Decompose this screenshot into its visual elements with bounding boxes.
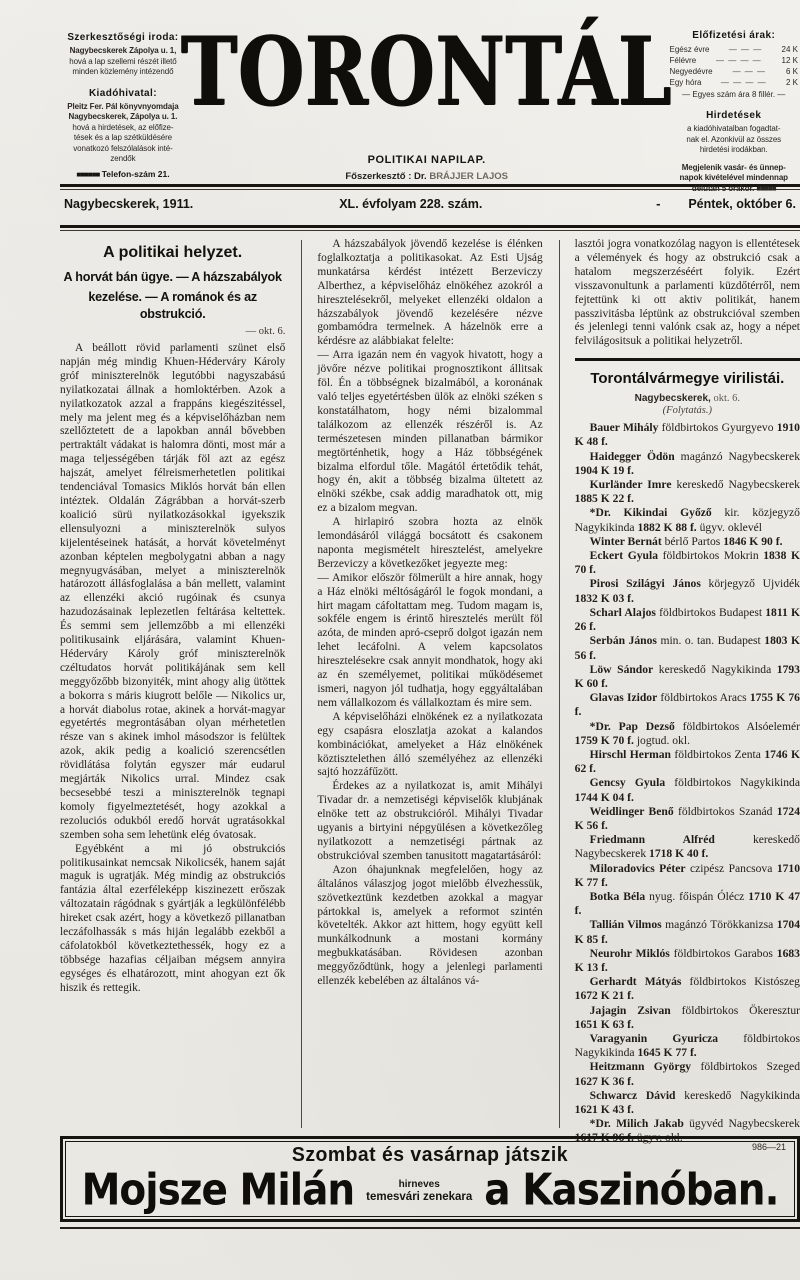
dateline-issue: XL. évfolyam 228. szám.	[339, 197, 483, 211]
middle-column-paragraph: Azon óhajunknak megfelelően, hogy az általános válaszjog jogot mielőbb élvezhessük, szövetkeztünk kezdetben azokkal a magyar pártokkal is, amelyek a reformot szintén követelték. Akkor azt hittem, hogy együtt kell munkálkodnunk a mostani kormány megbukkatásában. Rövidesen azonban meggyőződtünk, hogy a jelenlegi parlamenti ellenzék kebelében az általános vá-	[317, 863, 543, 988]
virilist-section-dateline	[575, 393, 800, 404]
publisher-office-heading: Kiadóhivatal:	[88, 87, 157, 99]
entry-name: *Dr. Milich Jakab	[589, 1117, 684, 1131]
price-value: 2 K	[785, 78, 798, 87]
entry-role: földbirtokos	[689, 975, 747, 989]
entry-role: földbirtokos	[662, 549, 720, 563]
dateline-place: Nagybecskerek, 1911.	[64, 197, 194, 211]
entry-town: Nagybecskerek	[728, 449, 800, 463]
newspaper-title: TORONTÁL	[181, 17, 673, 128]
column-one	[60, 238, 285, 1138]
entry-town: Nagykikinda	[711, 662, 772, 676]
entry-amount: 1838 K 70 f.	[574, 549, 800, 577]
price-leader: — — — —	[720, 78, 767, 87]
entry-name: Tallián Vilmos	[589, 918, 662, 932]
price-row	[667, 55, 800, 66]
masthead-prices-block	[667, 26, 800, 194]
right-column-continuation: lasztói jogra vonatkozólag nagyon is ellentétesek a vélemények és hogy az obstrukció csak a hatalom megszerzéséért folyik. Ezért visszavonultunk a parlamenti küzdőtérről, nem fejtettünk ki ott aktiv politikát, hanem passzivitásba léptünk az obstrukcióval szemben és jelenlegi tenni valónk csak az, hogy a népet felvilágositsuk a politikai helyzetről.	[574, 238, 800, 348]
entry-name: Löw Sándor	[589, 662, 654, 676]
entry-town: Szanád	[738, 804, 773, 818]
price-leader: — — —	[728, 45, 763, 54]
entry-extra: jogtud. okl.	[636, 733, 690, 747]
virilist-section-title: Torontálvármegye virilistái.	[590, 370, 785, 388]
entry-name: Hirschl Herman	[589, 747, 671, 761]
entry-town: Ujvidék	[762, 577, 800, 591]
entry-role: magánzó	[680, 449, 723, 463]
entry-amount: 1645 K 77 f.	[637, 1046, 697, 1060]
entry-name: Scharl Alajos	[589, 605, 656, 619]
price-value: 6 K	[785, 67, 798, 76]
entry-amount: 1904 K 19 f.	[574, 463, 634, 477]
middle-column-paragraph: Érdekes az a nyilatkozat is, amit Mihályi Tivadar dr. a nemzetiségi képviselők klubjának elnöke tett az obstrukcióról. Mihályi Tivadar ugyanis a birtyini népgyülésen a következőleg nyilatkozott a nemzetiségi pártnak az obstrukcióval szemben tanusitott magatartásáról:	[317, 780, 543, 862]
entry-name: Serbán János	[589, 634, 657, 648]
column-two	[301, 238, 542, 1138]
entry-amount: 1793 K 60 f.	[574, 662, 800, 690]
entry-town: Szeged	[766, 1060, 800, 1074]
entry-role: czipész	[689, 861, 725, 875]
list-item	[575, 450, 800, 478]
lead-article-paragraph: A beállott rövid parlamenti szünet első napján még mindig Khuen-Héderváry Károly gróf miniszterelnök legutóbbi nagyszabású nyilatkozatai állnak a homloktérben. Azok a nyilatkozatok azzal a frappáns kiegészitéssel, mely ma jelent meg és a képviselőházban nem szellőztetett de a lapokban annál bővebben pertraktált vádakat is halomra dönti, most már a maga teljességében tárják föl azt az egész hajszát, amelyet félreismerhetetlen politikai tendenciával Tomasics Miklós horvát bán ellen intéztek. Oldalán Zágrábban a horvát-szerb koalició sürü nyilatkozásokkal igyekszik ellensulyozni a miniszterelnök sulyos kijelentéseinek hatását, a horvát követelményt azonban képtelen megbolygatni abban a nagy megnyugvásában, melyet a miniszterelnök határozott állásfoglalása a bán mellett, valamint az ellenzéki akció rugóinak és csunya hazudozásainak leplezetlen feltárása keltettek. És semmi sem jellemzőbb a mi ellenzéki politikusaink eljárására, valamint Khuen-Héderváry Károly gróf miniszterelnök czéltudatos horvát politikájának sem kell meggyőzőbb bizonyiték, mint ahogy alig ütöttek a bokorra s máris kiugrott belőle — Nikolics ur, a horvát diabolus rotae, akinek a horvát-magyar egyetértés megrontásában olyan mérhetetlen része van s akinek imhol másodszor is felültek azok, akik pedig a koalició szerencsétlen rövidlátása folytán egyszer már eudarul megjárták Nikolics urral. Mindez csak becsesebbé teszi a miniszterelnök tegnapi komoly figyelmeztetését, hogy azokkal a rezoluciós odukból eredő horvát ugratásokkal szemben soha sem lehetünk elég óvatosak.	[60, 342, 286, 841]
advertisement-headline: Szombat és vasárnap játszik	[291, 1144, 569, 1166]
entry-role: földbirtokos	[674, 776, 731, 790]
lead-article-dateline: — okt. 6.	[245, 326, 286, 337]
list-item	[575, 1060, 800, 1088]
list-item	[575, 805, 800, 833]
entry-role: kereskedő	[684, 1088, 732, 1102]
entry-town: Ökeresztur	[749, 1003, 800, 1017]
advertisement-band-description	[366, 1178, 472, 1204]
middle-column-paragraph: — Arra igazán nem én vagyok hivatott, hogy a jövőre nézve politikai prognosztikont állitsak föl. Én a többségnek bizalmából, a koronának való teljes egyetértésben ülök az elnöki széken s konstatálhatom, hogy némi bizalommal találkozom az ellenzék részéről is. Az természetesen minden pillanatban bármikor megtörténhetik, hogy a Ház többségének bizalma elfordul tőle. Magától értetődik tehát, hogy én, akit a többség bizalma ültetett az elnöki székbe, csak addig maradhatok ott, mig ez a bizalom megvan.	[317, 349, 543, 515]
list-item	[575, 918, 800, 946]
list-item	[575, 634, 800, 662]
entry-amount: 1617 K 96 f.	[574, 1131, 634, 1145]
price-label: Egész évre	[669, 45, 710, 54]
advertisement-band-label: temesvári zenekara	[366, 1191, 473, 1203]
list-item	[575, 1004, 800, 1032]
list-item	[575, 478, 800, 506]
entry-amount: 1704 K 85 f.	[574, 918, 800, 946]
entry-name: Kurländer Imre	[589, 478, 672, 492]
list-item	[575, 833, 800, 861]
middle-column-paragraph: A hirlapiró szobra hozta az elnök lemondásáról világgá bocsátott és csakonem naponta megismételt hiresztelést, amelyekre Berzeviczy a következőket jegyezte meg:	[317, 516, 543, 570]
entry-role: körjegyző	[708, 577, 755, 591]
list-item	[575, 890, 800, 918]
publication-note-text: délután 5 órakor.	[691, 183, 755, 193]
entry-role: kereskedő	[676, 478, 724, 492]
entry-role: magánzó	[665, 918, 707, 932]
dateline-separator: -	[656, 196, 661, 211]
entry-town: Mokrin	[723, 549, 759, 563]
publisher-line2: Nagybecskerek, Zápolya u. 1.	[68, 112, 178, 121]
entry-town: Nagykikinda	[574, 1046, 635, 1060]
price-row	[667, 44, 800, 55]
advertisement-famous-label: hirneves	[398, 1179, 440, 1190]
single-copy-price: — Egyes szám ára 8 fillér. —	[682, 90, 786, 99]
entry-name: Heitzmann György	[589, 1060, 692, 1074]
publication-note-line1: Megjelenik vasár- és ünnep-	[681, 162, 786, 172]
ads-info-line3: hirdetési irodákban.	[699, 145, 768, 154]
entry-name: Glavas Izidor	[589, 691, 658, 705]
ornament-dots-left: ■■■■■■	[76, 169, 100, 179]
divider-rule-bottom	[60, 225, 800, 228]
entry-role: földbirtokos	[682, 719, 740, 733]
ads-info-line1: a kiadóhivatalban fogadtat-	[687, 124, 781, 133]
entry-amount: 1718 K 40 f.	[649, 847, 709, 861]
entry-name: Bauer Mihály	[589, 421, 659, 435]
masthead	[60, 17, 800, 193]
ads-info-line2: nak el. Azonkivül az összes	[686, 134, 782, 144]
newspaper-sheet	[60, 17, 800, 1145]
section-divider-rule	[575, 358, 800, 361]
telephone-number	[60, 169, 186, 179]
list-item	[575, 1089, 800, 1117]
entry-town: Budapest	[717, 634, 761, 648]
publication-note-line2: napok kivételével mindennap	[679, 173, 788, 182]
entry-name: *Dr. Kikindai Győző	[589, 506, 712, 520]
subscription-prices-heading: Előfizetési árak:	[692, 30, 776, 41]
editor-in-chief-label: Főszerkesztő : Dr.	[345, 171, 427, 182]
entry-name: Winter Bernát	[589, 534, 662, 548]
entry-amount: 1910 K 48 f.	[574, 421, 800, 449]
entry-name: Botka Béla	[589, 889, 646, 903]
entry-name: *Dr. Pap Dezső	[589, 719, 675, 733]
entry-role: kereskedő	[752, 833, 800, 847]
entry-town: Nagykikinda	[740, 1088, 800, 1102]
middle-column-paragraph: — Amikor először fölmerült a hire annak, hogy a Ház elnöki méltóságáról le fogok mondani, a hirt magam cáfoltattam meg. Tudom magam is, sokféle engem is érintő hiresztelés merült föl azóta, de minden apró-cseprő dolgot igazán nem lehet lecáfolni. A velem kapcsolatos hiresztelésekre csak annyit mondhatok, hogy aki az én személyemet, politikai működésemet ismeri, nagyon jól tudhatja, hogy eggyáltalában nem vállalkozom és vállalkoztam és mire sem.	[317, 571, 543, 709]
entry-role: földbirtokos	[660, 691, 718, 705]
entry-amount: 1651 K 63 f.	[574, 1017, 634, 1031]
list-item	[575, 606, 800, 634]
editorial-address-line1: Nagybecskerek Zápolya u. 1,	[69, 46, 177, 55]
entry-name: Neurohr Miklós	[589, 946, 670, 960]
price-leader: — — — —	[716, 56, 762, 65]
entry-amount: 1885 K 22 f.	[574, 492, 634, 506]
entry-town: Ólécz	[717, 889, 745, 903]
entry-role: bérlő	[664, 534, 689, 548]
price-row	[667, 66, 800, 77]
price-label: Negyedévre	[669, 67, 713, 76]
entry-name: Miloradovics Péter	[589, 861, 686, 875]
entry-amount: 1846 K 90 f.	[723, 534, 783, 548]
price-value: 12 K	[781, 56, 798, 65]
entry-role: földbirtokos	[673, 946, 731, 960]
casino-advertisement[interactable]	[60, 1136, 800, 1222]
list-item	[575, 776, 800, 804]
entry-town: Nagykikinda	[574, 520, 635, 534]
entry-town: Aracs	[719, 691, 747, 705]
entry-name: Pirosi Szilágyi János	[589, 577, 701, 591]
publisher-line1: Pleitz Fer. Pál könyvnyomdaja	[67, 101, 179, 111]
entry-role: földbirtokos	[681, 1003, 739, 1017]
list-item	[575, 421, 800, 449]
list-item	[575, 691, 800, 719]
list-item	[575, 748, 800, 776]
lead-article-paragraph: Egyébként a mi jó obstrukciós politikusainkat nemcsak Nikolicsék, hanem saját maguk is ugratják. Még mindig az obstrukciós fantázia által ezerféleképp kiszinezett erőszak változatain rágódnak s gyártják a legkülönfélébb hireket csak azért, hogy a következő pillanatban leczáfolhassák s más hiján legalább ezekből a cáfolatokból következtethessék, hogy ez a többsége hazafias céljaiban mégsem annyira egységes és elhatározott, mint ahogyan ezt ők hiszik és rettegik.	[60, 842, 286, 994]
advertisement-reference-number: 986—21	[751, 1142, 786, 1152]
entry-amount: 1746 K 62 f.	[574, 747, 800, 776]
virilist-entries	[575, 421, 800, 1145]
entry-town: Kistószeg	[754, 975, 800, 989]
divider-rule-bottom-thin	[60, 230, 800, 231]
entry-role: földbirtokos	[743, 1031, 800, 1045]
entry-amount: 1759 K 70 f.	[574, 733, 634, 747]
advertisement-venue: a Kaszinóban.	[484, 1165, 779, 1216]
entry-amount: 1710 K 47 f.	[574, 889, 800, 918]
dateline-date: Péntek, október 6.	[688, 197, 796, 211]
masthead-title-block	[181, 17, 673, 182]
list-item	[575, 535, 800, 549]
virilist-continued-note: (Folytatás.)	[662, 405, 712, 417]
entry-town: Zenta	[734, 747, 761, 761]
price-label: Félévre	[669, 56, 697, 65]
entry-name: Haidegger Ödön	[589, 449, 675, 463]
entry-town: Pancsova	[728, 861, 773, 875]
entry-role: kir. közjegyző	[724, 506, 800, 520]
lead-article-subtitle-line1: A horvát bán ügye. — A házszabályok	[63, 270, 282, 284]
price-row	[667, 77, 800, 88]
publisher-line4: tések és a lap szétküldésére	[73, 133, 173, 142]
advertisement-area	[60, 1136, 800, 1229]
list-item	[575, 975, 800, 1003]
list-item	[575, 947, 800, 975]
advertisement-performer-name: Mojsze Milán	[81, 1165, 355, 1216]
entry-name: Varagyanin Gyuricza	[589, 1031, 719, 1045]
advertisement-under-rule	[60, 1227, 800, 1229]
advertisement-main-line	[72, 1165, 788, 1216]
list-item	[575, 663, 800, 691]
publisher-line5: vonatkozó felszólalások inté-	[73, 143, 173, 153]
entry-amount: 1803 K 56 f.	[574, 634, 800, 662]
entry-town: Budapest	[718, 605, 763, 619]
column-three	[559, 238, 800, 1145]
entry-amount: 1672 K 21 f.	[574, 989, 634, 1003]
entry-town: Gyurgyevo	[721, 421, 774, 435]
entry-name: Gerhardt Mátyás	[589, 975, 682, 989]
editor-in-chief-line	[186, 171, 668, 182]
entry-role: min. o. tan.	[660, 634, 715, 648]
list-item	[575, 720, 800, 748]
entry-role: földbirtokos	[661, 421, 719, 435]
list-item	[575, 577, 800, 605]
entry-role: földbirtokos	[674, 747, 732, 761]
entry-extra: ügyv. oklevél	[699, 520, 762, 534]
middle-column-paragraph: A képviselőházi elnökének ez a nyilatkozata egy csapásra eloszlatja azokat a kalandos kombinációkat, amelyeket a Ház elnökének köztisztelethen álló személyéhez az ellenzéki sajtó hozzáfűzött.	[317, 710, 543, 779]
dateline-bar	[60, 190, 800, 219]
entry-role: nyug. főispán	[649, 889, 714, 903]
entry-town: Partos	[691, 534, 721, 548]
publisher-line3: hová a hirdetések, az előfize-	[72, 122, 174, 132]
virilist-place: Nagybecskerek,	[634, 393, 711, 405]
entry-town: Garabos	[734, 946, 773, 960]
newspaper-subtitle: POLITIKAI NAPILAP.	[367, 154, 486, 166]
price-label: Egy hóra	[669, 78, 702, 87]
entry-name: Weidlinger Benő	[589, 804, 674, 818]
entry-amount: 1710 K 77 f.	[574, 861, 800, 889]
virilist-date: okt. 6.	[713, 393, 740, 405]
entry-role: földbirtokos	[677, 804, 735, 818]
telephone-label: Telefon-szám 21.	[101, 168, 170, 179]
publisher-line6: zendők	[110, 154, 136, 163]
entry-amount: 1724 K 56 f.	[574, 804, 800, 832]
entry-amount: 1832 K 03 f.	[574, 591, 634, 605]
entry-name: Jajagin Zsivan	[589, 1003, 671, 1017]
ornament-dots-right: ■■■■■	[756, 183, 776, 193]
entry-role: ügyvéd	[689, 1117, 724, 1131]
list-item	[575, 862, 800, 890]
entry-name: Friedmann Alfréd	[589, 833, 715, 847]
entry-name: Gencsy Gyula	[589, 776, 666, 790]
entry-amount: 1811 K 26 f.	[574, 605, 800, 634]
entry-extra: ügyv. okl.	[636, 1131, 683, 1145]
entry-amount: 1621 K 43 f.	[574, 1103, 634, 1116]
list-item	[575, 549, 800, 577]
entry-town: Nagybecskerek	[574, 847, 647, 861]
entry-amount: 1683 K 13 f.	[574, 946, 800, 974]
list-item	[575, 1032, 800, 1060]
entry-name: Schwarcz Dávid	[589, 1088, 676, 1102]
middle-column-paragraph: A házszabályok jövendő kezelése is élénken foglalkoztatja a politikasokat. Az Esti Ujság munkatársa kérdést intézett Berzeviczy Alberthez, a képviselőház elnökéhez azokról a hiresztelésekről, melyeket ellenzéki oldalon a házszabályok jövendő kezelésére nézve gombamódra termelnek. A házelnök erre a kérdésre az alábbiakat felelte:	[317, 238, 543, 348]
publication-note-line3	[667, 184, 800, 195]
price-value: 24 K	[781, 45, 798, 54]
entry-town: Alsóelemér	[746, 719, 800, 733]
price-leader: — — —	[732, 67, 767, 76]
editorial-office-heading: Szerkesztőségi iroda:	[67, 32, 179, 43]
entry-amount: 1755 K 76 f.	[574, 691, 800, 719]
entry-name: Eckert Gyula	[589, 549, 658, 563]
entry-town: Nagybecskerek	[728, 478, 800, 492]
masthead-editorial-block	[60, 26, 186, 179]
advertisements-heading: Hirdetések	[706, 110, 762, 121]
list-item	[575, 506, 800, 534]
editorial-address-line3: minden közlemény intézendő	[72, 67, 174, 76]
entry-amount: 1744 K 04 f.	[574, 790, 634, 804]
editorial-address-line2: hová a lap szellemi részét illető	[69, 56, 177, 66]
lead-article-subtitle-line2: kezelése. — A románok és az obstrukció.	[88, 290, 257, 321]
entry-amount: 1882 K 88 f.	[637, 520, 697, 534]
entry-role: földbirtokos	[659, 605, 716, 619]
entry-amount: 1627 K 36 f.	[574, 1074, 634, 1088]
entry-town: Nagykikinda	[740, 776, 800, 790]
page-title: A politikai helyzet.	[103, 244, 243, 261]
newspaper-logo	[181, 17, 673, 136]
entry-role: földbirtokos	[700, 1060, 758, 1074]
entry-town: Nagybecskerek	[728, 1117, 800, 1131]
editor-in-chief-name: BRÁJJER LAJOS	[429, 171, 508, 182]
entry-role: kereskedő	[658, 662, 706, 676]
entry-town: Törökkanizsa	[710, 918, 774, 932]
article-columns	[60, 238, 800, 1145]
